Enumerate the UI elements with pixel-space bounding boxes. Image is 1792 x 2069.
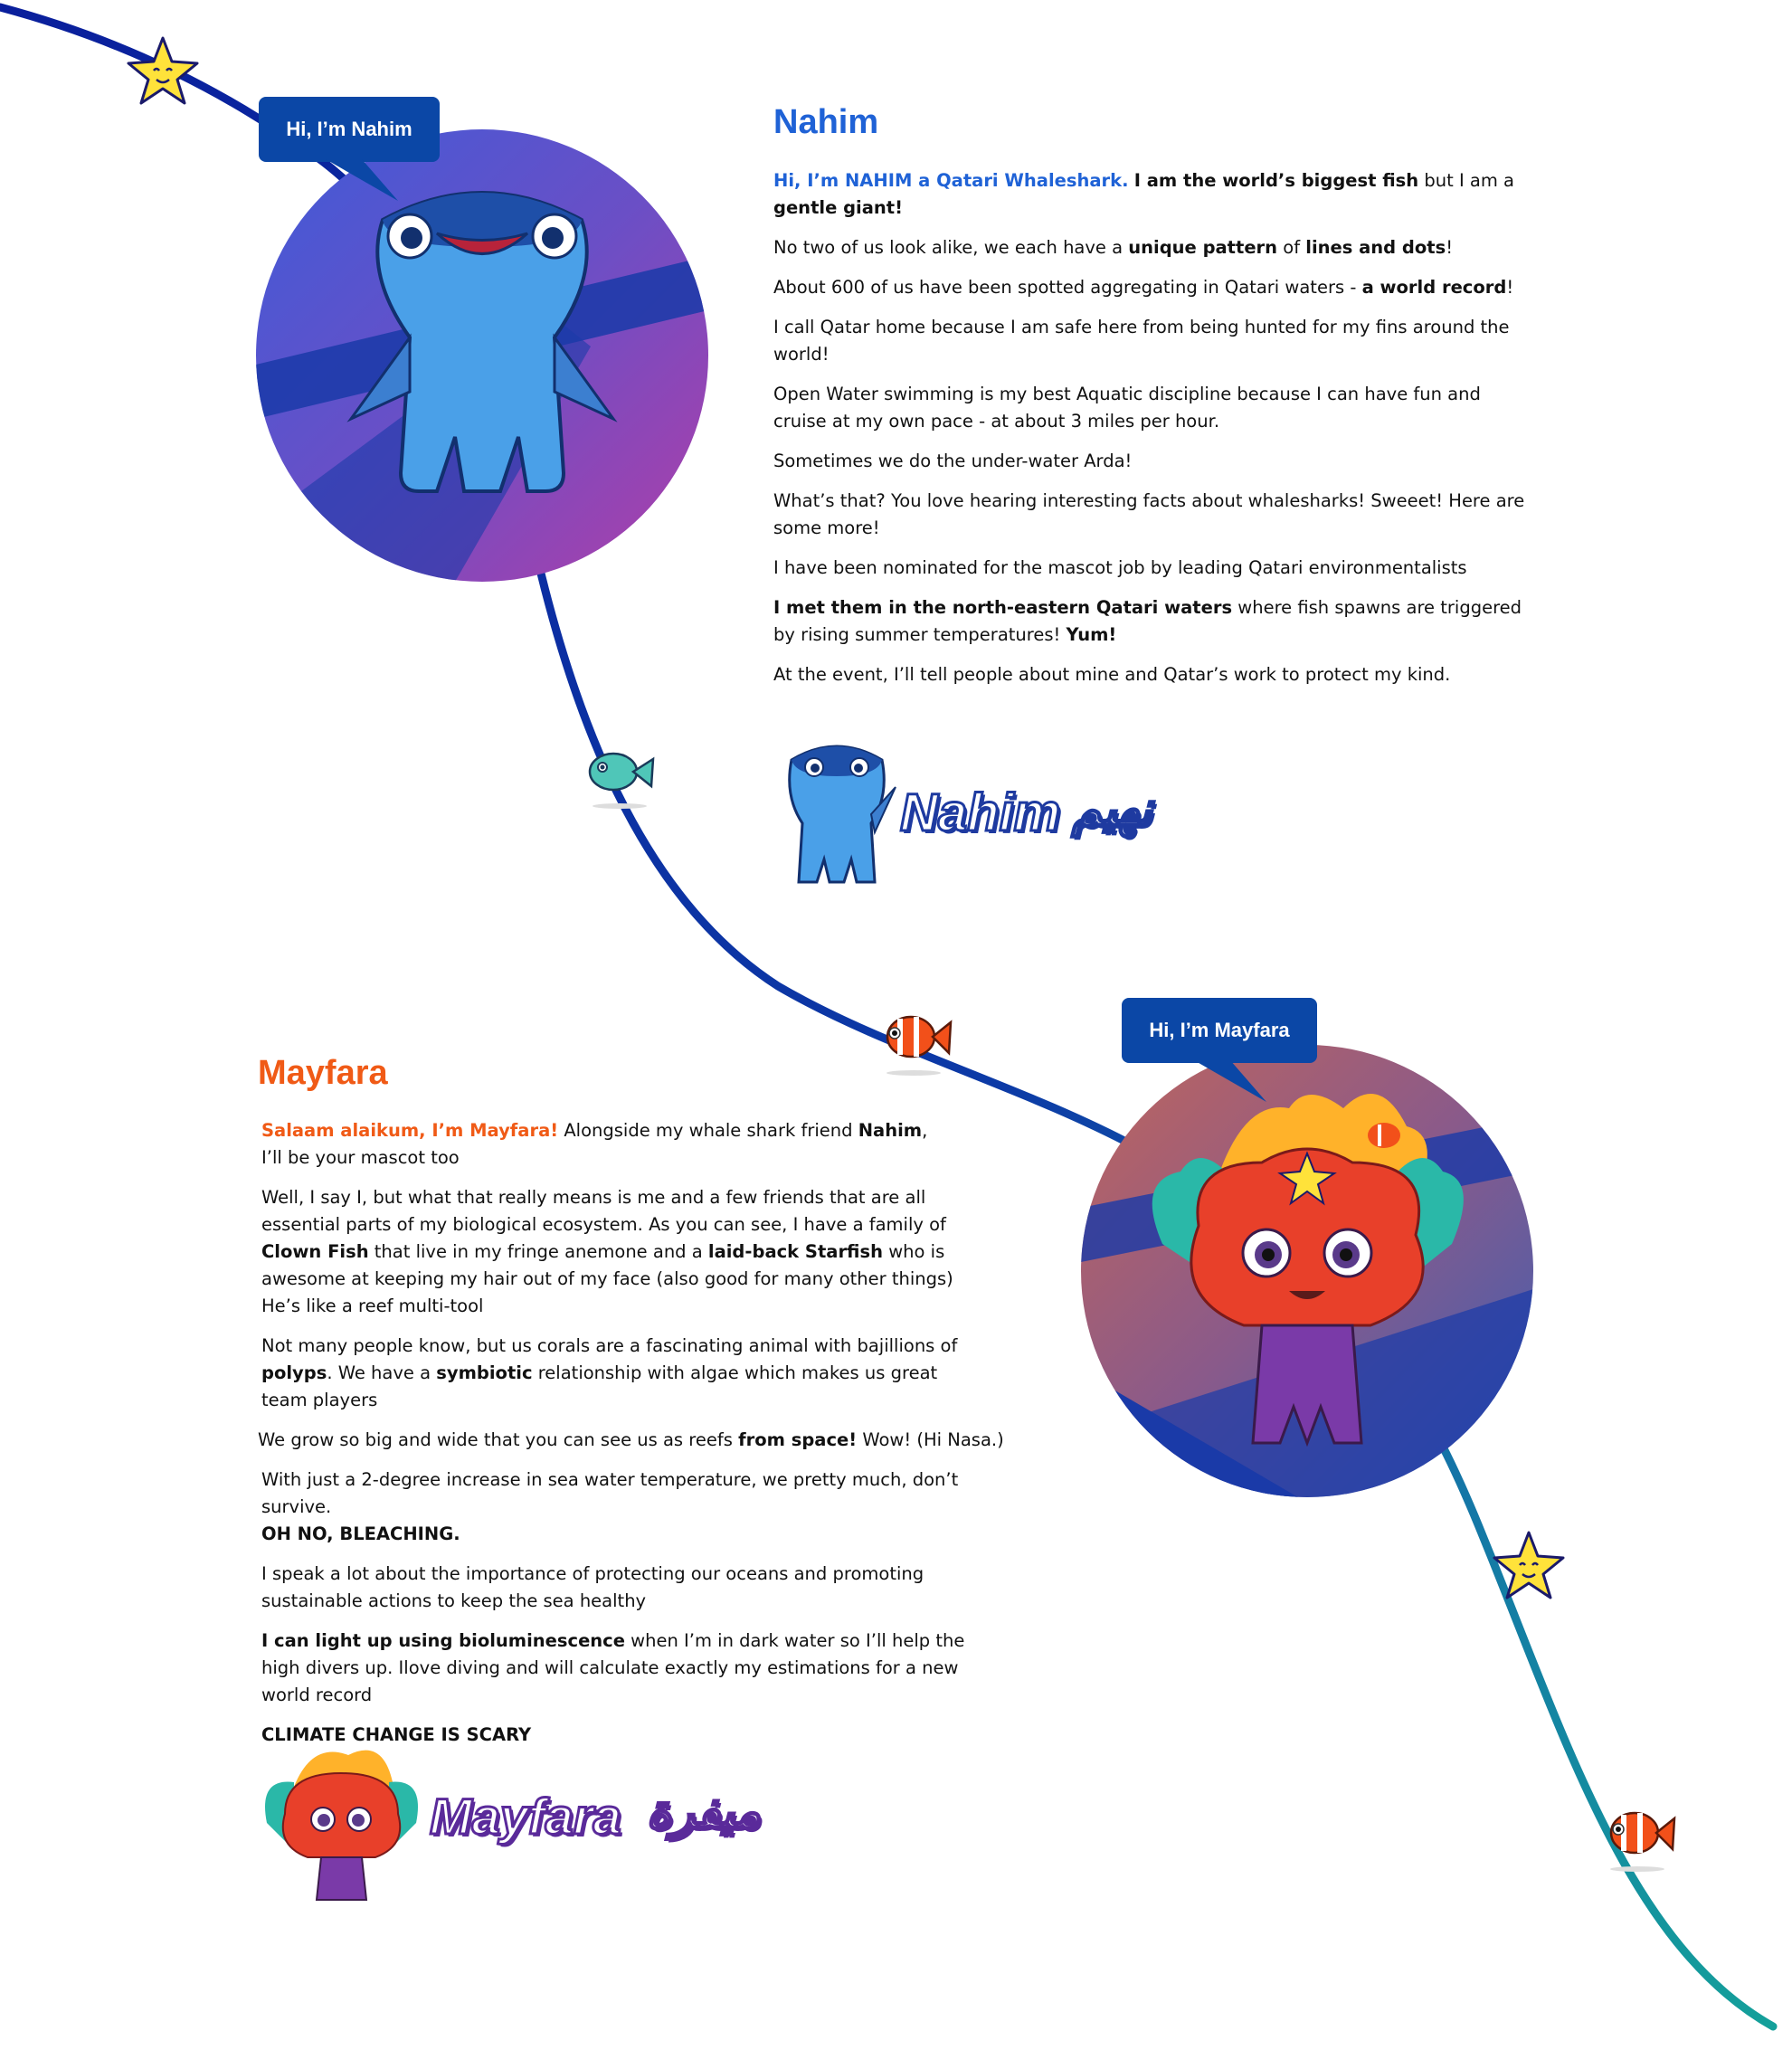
mayfara-logo-arabic: ميفرة	[647, 1786, 761, 1838]
nahim-bubble-text: Hi, I’m Nahim	[286, 118, 412, 140]
mayfara-description	[258, 1117, 1027, 1761]
mayfara-logo	[258, 1732, 764, 1904]
nahim-logo-text: Nahim	[900, 783, 1061, 842]
nahim-para-9: I met them in the north-eastern Qatari waters where fish spawns are triggered by rising summer temperatures! Yum!	[773, 597, 1522, 645]
nahim-para-8: I have been nominated for the mascot job by leading Qatari environmentalists	[773, 557, 1467, 578]
nahim-portrait	[256, 129, 708, 582]
mayfara-para-3: Not many people know, but us corals are a fascinating animal with bajillions of polyps. We have a symbiotic relationship with algae which makes us great team players	[261, 1335, 958, 1410]
bubble-tail	[326, 159, 398, 204]
nahim-para-2: No two of us look alike, we each have a unique pattern of lines and dots!	[773, 237, 1454, 258]
nahim-speech-bubble	[259, 97, 440, 162]
nahim-para-4: I call Qatar home because I am safe here from being hunted for my fins around the world!	[773, 317, 1510, 365]
whaleshark-mini-icon	[773, 733, 900, 896]
nahim-para-3: About 600 of us have been spotted aggregating in Qatari waters - a world record!	[773, 277, 1514, 298]
mayfara-para-1: Salaam alaikum, I’m Mayfara! Alongside my whale shark friend Nahim, I’ll be your mascot too	[261, 1120, 928, 1168]
nahim-description	[773, 167, 1538, 701]
nahim-para-10: At the event, I’ll tell people about mine and Qatar’s work to protect my kind.	[773, 664, 1451, 685]
star-icon	[1493, 1529, 1565, 1601]
mayfara-para-4: We grow so big and wide that you can see us as reefs from space! Wow! (Hi Nasa.)	[258, 1429, 1004, 1450]
coral-mini-icon	[258, 1732, 425, 1904]
nahim-para-5: Open Water swimming is my best Aquatic discipline because I can have fun and cruise at my own pace - at about 3 miles per hour.	[773, 384, 1481, 432]
star-icon	[127, 34, 199, 107]
mayfara-speech-bubble	[1122, 998, 1317, 1063]
mayfara-para-2: Well, I say I, but what that really means is me and a few friends that are all essential parts of my biological ecosystem. As you can see, I have a family of Clown Fish that live in my fringe anemone and a laid-back Starfish who is awesome at keeping my hair out of my face (also good for many other things) He’s like a reef multi-tool	[261, 1187, 953, 1316]
nahim-para-6: Sometimes we do the under-water Arda!	[773, 451, 1133, 471]
nahim-para-1: Hi, I’m NAHIM a Qatari Whaleshark. I am the world’s biggest fish but I am a gentle giant!	[773, 170, 1514, 218]
nahim-logo	[773, 733, 1162, 896]
mayfara-bubble-text: Hi, I’m Mayfara	[1149, 1019, 1290, 1041]
fish-icon	[579, 737, 660, 810]
clownfish-icon	[1597, 1800, 1678, 1873]
nahim-title: Nahim	[773, 103, 879, 141]
mayfara-para-8: CLIMATE CHANGE IS SCARY	[261, 1724, 532, 1745]
coral-icon	[1081, 1045, 1533, 1497]
nahim-para-7: What’s that? You love hearing interesting facts about whalesharks! Sweeet! Here are some more!	[773, 490, 1525, 538]
mayfara-para-6: I speak a lot about the importance of protecting our oceans and promoting sustainable actions to keep the sea healthy	[261, 1563, 924, 1611]
mayfara-para-5: With just a 2-degree increase in sea water temperature, we pretty much, don’t survive. OH NO, BLEACHING.	[261, 1469, 959, 1544]
nahim-logo-arabic: نهيم	[1072, 783, 1152, 836]
mayfara-logo-text: Mayfara	[430, 1788, 621, 1845]
clownfish-icon	[873, 1004, 954, 1077]
mayfara-para-7: I can light up using bioluminescence when I’m in dark water so I’ll help the high divers up. Ilove diving and will calculate exactly my estimations for a new world record	[261, 1630, 965, 1705]
whaleshark-icon	[256, 129, 708, 582]
bubble-tail	[1194, 1060, 1266, 1106]
mayfara-title: Mayfara	[258, 1054, 388, 1092]
mayfara-portrait	[1081, 1045, 1533, 1497]
